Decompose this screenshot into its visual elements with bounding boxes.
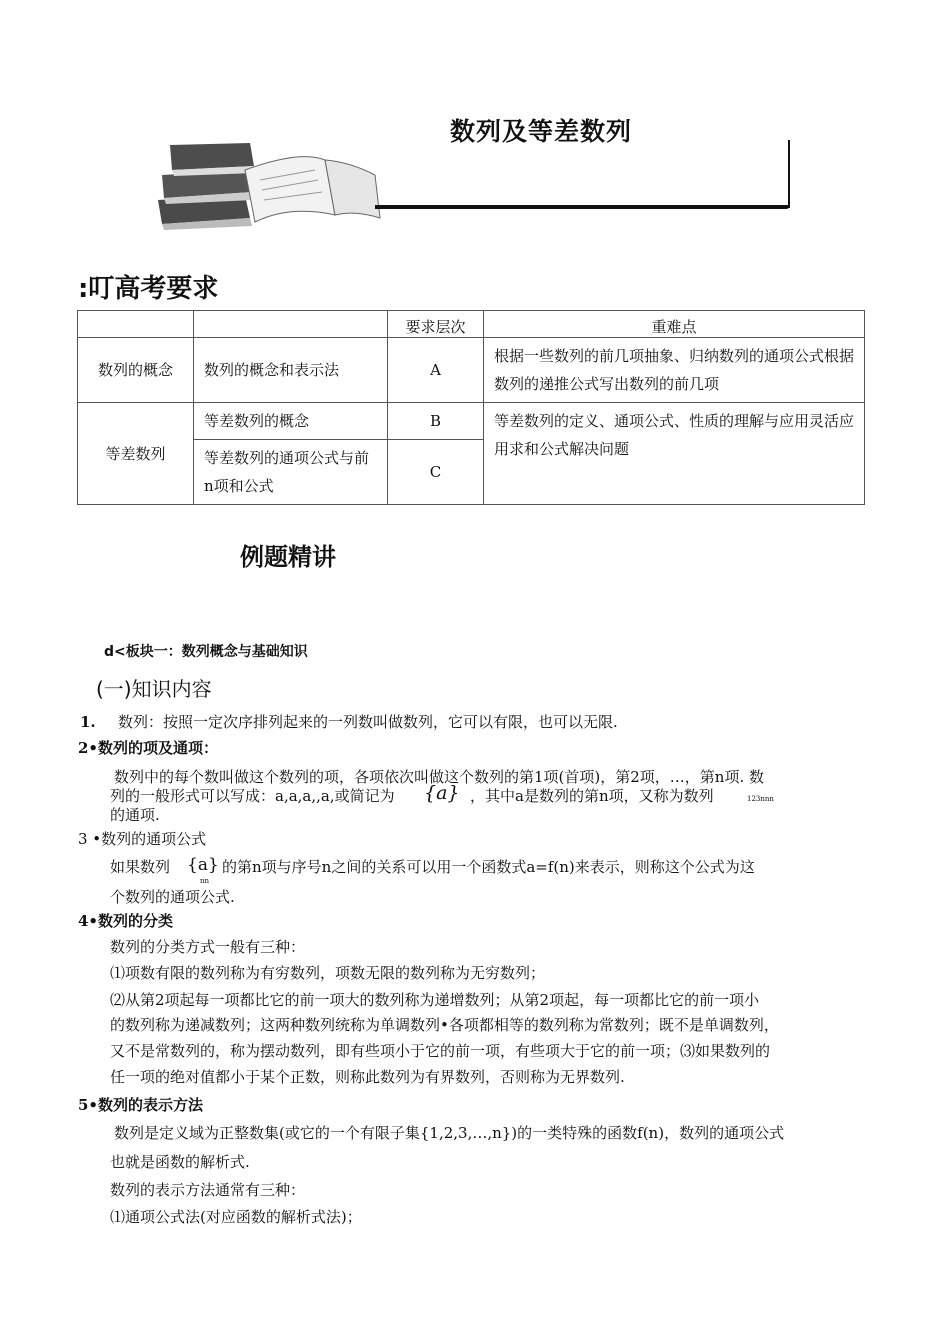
paragraph: ，其中a是数列的第n项，又称为数列 xyxy=(470,787,714,805)
table-header-cell: 重难点 xyxy=(484,311,865,338)
books-illustration-icon xyxy=(150,140,390,230)
paragraph: 又不是常数列的，称为摆动数列，即有些项小于它的前一项，有些项大于它的前一项；⑶如果数列的 xyxy=(110,1042,771,1060)
item-heading: 3 •数列的通项公式 xyxy=(78,830,207,848)
topic-cell: 等差数列的概念 xyxy=(194,403,388,440)
item-heading: 4•数列的分类 xyxy=(78,912,174,930)
requirements-heading: :叮高考要求 xyxy=(78,274,219,304)
paragraph: 数列的表示方法通常有三种： xyxy=(110,1181,306,1199)
table-header-cell: 要求层次 xyxy=(388,311,484,338)
category-cell: 等差数列 xyxy=(78,403,194,505)
module-heading: d<板块一：数列概念与基础知识 xyxy=(104,644,308,660)
category-cell: 数列的概念 xyxy=(78,338,194,403)
page-title: 数列及等差数列 xyxy=(450,117,633,146)
item-heading: 2•数列的项及通项： xyxy=(78,739,219,757)
difficulty-cell: 等差数列的定义、通项公式、性质的理解与应用灵活应用求和公式解决问题 xyxy=(484,403,865,505)
subscript: nn xyxy=(200,877,210,885)
table-header-cell xyxy=(78,311,194,338)
table-header-row xyxy=(78,311,865,338)
paragraph: 如果数列 xyxy=(110,858,171,876)
paragraph: 数列是定义域为正整数集(或它的一个有限子集{1,2,3,…,n})的一类特殊的函数f(n)，数列的通项公式 xyxy=(114,1124,785,1142)
paragraph: 的数列称为递减数列；这两种数列统称为单调数列•各项都相等的数列称为常数列；既不是单调数列， xyxy=(110,1016,779,1034)
paragraph: 数列：按照一定次序排列起来的一列数叫做数列，它可以有限，也可以无限. xyxy=(118,713,618,731)
topic-cell: 等差数列的通项公式与前n项和公式 xyxy=(194,440,388,505)
paragraph: 的通项. xyxy=(110,806,160,824)
paragraph: ⑴通项公式法(对应函数的解析式法)； xyxy=(110,1208,362,1226)
level-cell: A xyxy=(388,338,484,403)
paragraph: 的第n项与序号n之间的关系可以用一个函数式a=f(n)来表示，则称这个公式为这 xyxy=(222,858,755,876)
item-heading: 5•数列的表示方法 xyxy=(78,1096,204,1114)
header-rule-vertical xyxy=(788,140,790,208)
level-cell: C xyxy=(388,440,484,505)
sequence-notation: {a} xyxy=(424,782,460,804)
paragraph: 数列的分类方式一般有三种： xyxy=(110,938,306,956)
paragraph: 个数列的通项公式. xyxy=(110,888,235,906)
header-rule xyxy=(375,205,790,209)
table-header-cell xyxy=(194,311,388,338)
paragraph: ⑴项数有限的数列称为有穷数列，项数无限的数列称为无穷数列； xyxy=(110,964,546,982)
table-row xyxy=(78,338,865,403)
paragraph: 数列中的每个数叫做这个数列的项，各项依次叫做这个数列的第1项(首项)，第2项，…，第n项. 数 xyxy=(114,768,764,786)
table-row xyxy=(78,403,865,440)
requirements-table xyxy=(77,310,865,505)
example-heading: 例题精讲 xyxy=(240,543,336,571)
level-cell: B xyxy=(388,403,484,440)
topic-cell: 数列的概念和表示法 xyxy=(194,338,388,403)
difficulty-cell: 根据一些数列的前几项抽象、归纳数列的通项公式根据数列的递推公式写出数列的前几项 xyxy=(484,338,865,403)
subscript: 123nnn xyxy=(747,795,774,803)
paragraph: 任一项的绝对值都小于某个正数，则称此数列为有界数列，否则称为无界数列. xyxy=(110,1068,625,1086)
sequence-notation: {a} xyxy=(187,855,219,875)
paragraph: ⑵从第2项起每一项都比它的前一项大的数列称为递增数列；从第2项起，每一项都比它的前一项小 xyxy=(110,991,760,1009)
item-number: 1. xyxy=(80,713,96,731)
knowledge-heading: (一)知识内容 xyxy=(96,677,212,701)
paragraph: 列的一般形式可以写成：a,a,a,,a,或简记为 xyxy=(110,787,395,805)
paragraph: 也就是函数的解析式. xyxy=(110,1153,250,1171)
